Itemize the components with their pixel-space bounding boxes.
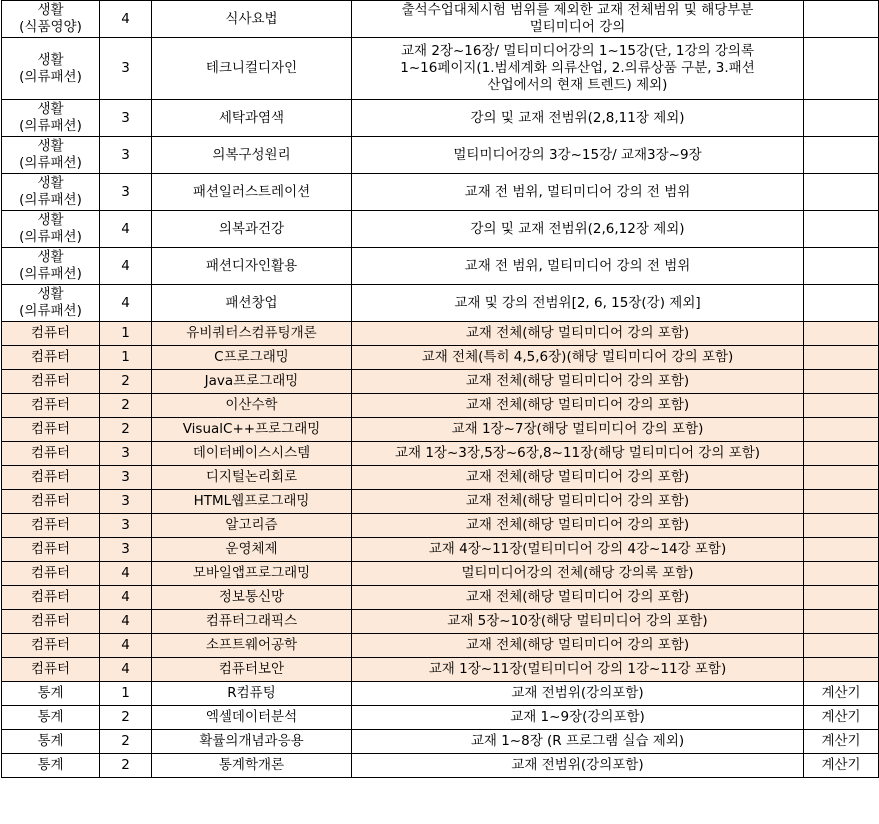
table-row xyxy=(2,706,879,730)
cell-course: VisualC++프로그래밍 xyxy=(152,418,352,442)
cell-category: 컴퓨터 xyxy=(2,562,100,586)
cell-note: 계산기 xyxy=(804,682,879,706)
cell-note xyxy=(804,442,879,466)
cell-scope: 출석수업대체시험 범위를 제외한 교재 전체범위 및 해당부분 멀티미디어 강의 xyxy=(352,1,804,38)
cell-category: 컴퓨터 xyxy=(2,394,100,418)
cell-scope: 교재 1~9장(강의포함) xyxy=(352,706,804,730)
cell-scope: 교재 1~8장 (R 프로그램 실습 제외) xyxy=(352,730,804,754)
cell-grade: 3 xyxy=(100,490,152,514)
cell-note: 계산기 xyxy=(804,706,879,730)
table-row xyxy=(2,346,879,370)
cell-note xyxy=(804,466,879,490)
cell-note xyxy=(804,394,879,418)
cell-grade: 4 xyxy=(100,658,152,682)
cell-category: 생활 (의류패션) xyxy=(2,38,100,100)
table-row xyxy=(2,586,879,610)
cell-scope: 멀티미디어강의 3강~15강/ 교재3장~9장 xyxy=(352,137,804,174)
cell-course: Java프로그래밍 xyxy=(152,370,352,394)
cell-grade: 3 xyxy=(100,538,152,562)
cell-course: 의복구성원리 xyxy=(152,137,352,174)
cell-course: 패션창업 xyxy=(152,285,352,322)
table-row xyxy=(2,562,879,586)
cell-grade: 1 xyxy=(100,346,152,370)
cell-scope: 교재 1장~7장(해당 멀티미디어 강의 포함) xyxy=(352,418,804,442)
cell-grade: 3 xyxy=(100,442,152,466)
cell-category: 통계 xyxy=(2,754,100,778)
cell-course: 데이터베이스시스템 xyxy=(152,442,352,466)
cell-scope: 강의 및 교재 전범위(2,8,11장 제외) xyxy=(352,100,804,137)
cell-scope: 강의 및 교재 전범위(2,6,12장 제외) xyxy=(352,211,804,248)
cell-category: 생활 (의류패션) xyxy=(2,100,100,137)
cell-grade: 4 xyxy=(100,285,152,322)
cell-scope: 교재 전 범위, 멀티미디어 강의 전 범위 xyxy=(352,174,804,211)
cell-course: 패션일러스트레이션 xyxy=(152,174,352,211)
cell-note xyxy=(804,514,879,538)
cell-grade: 3 xyxy=(100,466,152,490)
table-row xyxy=(2,730,879,754)
cell-scope: 교재 전체(해당 멀티미디어 강의 포함) xyxy=(352,586,804,610)
cell-category: 생활 (의류패션) xyxy=(2,174,100,211)
cell-scope: 교재 2장~16장/ 멀티미디어강의 1~15강(단, 1강의 강의록 1~16페이지(1.범세계화 의류산업, 2.의류상품 구분, 3.패션 산업에서의 현재 트렌드) 제외) xyxy=(352,38,804,100)
table-row xyxy=(2,466,879,490)
cell-note xyxy=(804,137,879,174)
cell-grade: 3 xyxy=(100,514,152,538)
cell-note xyxy=(804,248,879,285)
cell-grade: 2 xyxy=(100,370,152,394)
cell-category: 통계 xyxy=(2,706,100,730)
cell-note xyxy=(804,418,879,442)
cell-grade: 4 xyxy=(100,634,152,658)
cell-grade: 3 xyxy=(100,137,152,174)
cell-scope: 교재 전체(해당 멀티미디어 강의 포함) xyxy=(352,490,804,514)
table-row xyxy=(2,442,879,466)
table-row xyxy=(2,137,879,174)
table-row xyxy=(2,100,879,137)
table-row xyxy=(2,322,879,346)
cell-category: 생활 (의류패션) xyxy=(2,211,100,248)
table-row xyxy=(2,1,879,38)
cell-scope: 교재 전체(해당 멀티미디어 강의 포함) xyxy=(352,514,804,538)
cell-course: 모바일앱프로그래밍 xyxy=(152,562,352,586)
cell-category: 컴퓨터 xyxy=(2,418,100,442)
table-row xyxy=(2,394,879,418)
cell-course: 엑셀데이터분석 xyxy=(152,706,352,730)
cell-grade: 1 xyxy=(100,322,152,346)
table-row xyxy=(2,610,879,634)
table-row xyxy=(2,418,879,442)
cell-grade: 3 xyxy=(100,174,152,211)
cell-grade: 4 xyxy=(100,610,152,634)
cell-course: 운영체제 xyxy=(152,538,352,562)
cell-category: 컴퓨터 xyxy=(2,586,100,610)
cell-category: 생활 (의류패션) xyxy=(2,248,100,285)
cell-scope: 교재 전범위(강의포함) xyxy=(352,754,804,778)
cell-note xyxy=(804,38,879,100)
cell-course: 디지털논리회로 xyxy=(152,466,352,490)
cell-grade: 2 xyxy=(100,730,152,754)
cell-note xyxy=(804,562,879,586)
cell-grade: 2 xyxy=(100,754,152,778)
cell-category: 컴퓨터 xyxy=(2,490,100,514)
cell-grade: 3 xyxy=(100,38,152,100)
cell-grade: 2 xyxy=(100,394,152,418)
cell-note xyxy=(804,211,879,248)
table-row xyxy=(2,682,879,706)
cell-scope: 교재 전체(해당 멀티미디어 강의 포함) xyxy=(352,394,804,418)
table-row xyxy=(2,754,879,778)
cell-category: 컴퓨터 xyxy=(2,538,100,562)
cell-course: 유비쿼터스컴퓨팅개론 xyxy=(152,322,352,346)
cell-course: 확률의개념과응용 xyxy=(152,730,352,754)
table-row xyxy=(2,174,879,211)
cell-scope: 교재 전 범위, 멀티미디어 강의 전 범위 xyxy=(352,248,804,285)
cell-category: 컴퓨터 xyxy=(2,514,100,538)
cell-course: 패션디자인활용 xyxy=(152,248,352,285)
cell-scope: 멀티미디어강의 전체(해당 강의록 포함) xyxy=(352,562,804,586)
table-row xyxy=(2,490,879,514)
table-body xyxy=(2,1,879,778)
cell-note xyxy=(804,634,879,658)
cell-scope: 교재 및 강의 전범위[2, 6, 15장(강) 제외] xyxy=(352,285,804,322)
cell-category: 컴퓨터 xyxy=(2,442,100,466)
cell-grade: 4 xyxy=(100,562,152,586)
cell-note: 계산기 xyxy=(804,730,879,754)
table-row xyxy=(2,514,879,538)
cell-scope: 교재 전범위(강의포함) xyxy=(352,682,804,706)
table-row xyxy=(2,211,879,248)
cell-grade: 3 xyxy=(100,100,152,137)
cell-grade: 4 xyxy=(100,248,152,285)
cell-category: 컴퓨터 xyxy=(2,634,100,658)
table-row xyxy=(2,538,879,562)
cell-note xyxy=(804,538,879,562)
cell-scope: 교재 전체(해당 멀티미디어 강의 포함) xyxy=(352,322,804,346)
table-row xyxy=(2,285,879,322)
cell-course: 소프트웨어공학 xyxy=(152,634,352,658)
cell-course: 세탁과염색 xyxy=(152,100,352,137)
exam-scope-table xyxy=(1,0,879,778)
cell-scope: 교재 전체(해당 멀티미디어 강의 포함) xyxy=(352,466,804,490)
cell-scope: 교재 1장~3장,5장~6장,8~11장(해당 멀티미디어 강의 포함) xyxy=(352,442,804,466)
cell-category: 통계 xyxy=(2,730,100,754)
cell-scope: 교재 1장~11장(멀티미디어 강의 1강~11강 포함) xyxy=(352,658,804,682)
cell-category: 생활 (의류패션) xyxy=(2,285,100,322)
table-row xyxy=(2,38,879,100)
cell-scope: 교재 4장~11장(멀티미디어 강의 4강~14강 포함) xyxy=(352,538,804,562)
cell-category: 통계 xyxy=(2,682,100,706)
cell-note xyxy=(804,586,879,610)
table-row xyxy=(2,370,879,394)
cell-course: 컴퓨터보안 xyxy=(152,658,352,682)
cell-category: 컴퓨터 xyxy=(2,658,100,682)
cell-grade: 4 xyxy=(100,586,152,610)
cell-grade: 4 xyxy=(100,1,152,38)
cell-note xyxy=(804,322,879,346)
table-row xyxy=(2,658,879,682)
cell-scope: 교재 전체(해당 멀티미디어 강의 포함) xyxy=(352,370,804,394)
cell-note xyxy=(804,370,879,394)
cell-category: 컴퓨터 xyxy=(2,370,100,394)
cell-course: 식사요법 xyxy=(152,1,352,38)
cell-note xyxy=(804,100,879,137)
cell-course: 통계학개론 xyxy=(152,754,352,778)
table-row xyxy=(2,634,879,658)
cell-note xyxy=(804,346,879,370)
table-row xyxy=(2,248,879,285)
cell-course: 정보통신망 xyxy=(152,586,352,610)
cell-category: 컴퓨터 xyxy=(2,346,100,370)
cell-scope: 교재 5장~10장(해당 멀티미디어 강의 포함) xyxy=(352,610,804,634)
cell-category: 생활 (식품영양) xyxy=(2,1,100,38)
cell-course: HTML웹프로그래밍 xyxy=(152,490,352,514)
cell-course: 이산수학 xyxy=(152,394,352,418)
cell-note xyxy=(804,1,879,38)
cell-category: 생활 (의류패션) xyxy=(2,137,100,174)
cell-course: R컴퓨팅 xyxy=(152,682,352,706)
cell-grade: 2 xyxy=(100,418,152,442)
cell-scope: 교재 전체(특히 4,5,6장)(해당 멀티미디어 강의 포함) xyxy=(352,346,804,370)
cell-note xyxy=(804,490,879,514)
cell-grade: 1 xyxy=(100,682,152,706)
cell-course: 테크니컬디자인 xyxy=(152,38,352,100)
cell-grade: 2 xyxy=(100,706,152,730)
cell-category: 컴퓨터 xyxy=(2,466,100,490)
cell-category: 컴퓨터 xyxy=(2,322,100,346)
cell-scope: 교재 전체(해당 멀티미디어 강의 포함) xyxy=(352,634,804,658)
cell-note xyxy=(804,174,879,211)
cell-category: 컴퓨터 xyxy=(2,610,100,634)
cell-course: 의복과건강 xyxy=(152,211,352,248)
cell-note xyxy=(804,658,879,682)
cell-grade: 4 xyxy=(100,211,152,248)
cell-note: 계산기 xyxy=(804,754,879,778)
cell-course: 컴퓨터그래픽스 xyxy=(152,610,352,634)
cell-note xyxy=(804,610,879,634)
cell-note xyxy=(804,285,879,322)
cell-course: 알고리즘 xyxy=(152,514,352,538)
cell-course: C프로그래밍 xyxy=(152,346,352,370)
